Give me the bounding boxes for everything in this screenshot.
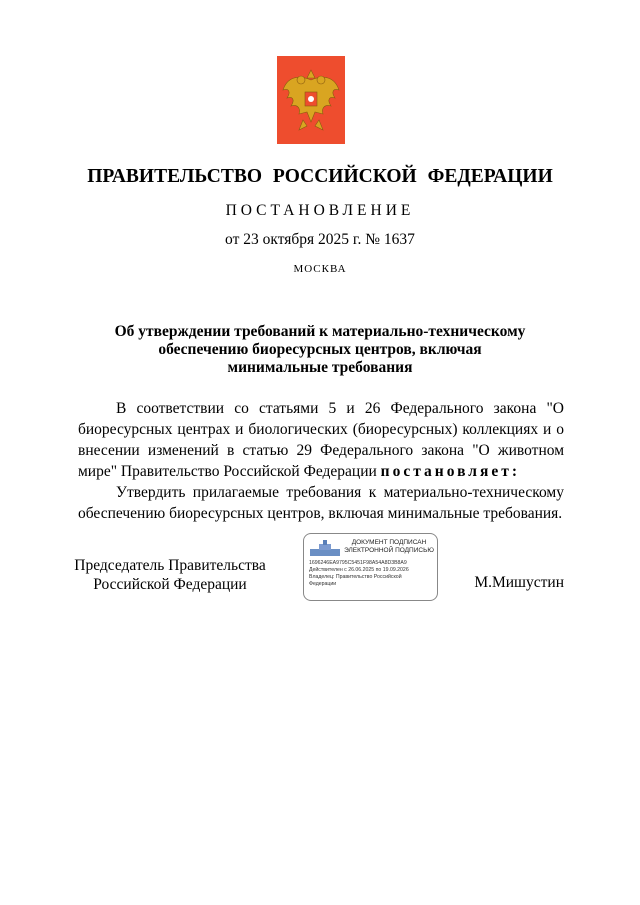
coat-of-arms-emblem [277, 56, 345, 144]
government-building-icon [310, 540, 340, 556]
resolves-word: постановляет: [380, 463, 520, 480]
stamp-heading-line: ДОКУМЕНТ ПОДПИСАН [351, 539, 427, 546]
signer-position [70, 556, 270, 594]
paragraph-text: В соответствии со статьями 5 и 26 Федерального закона "О биоресурсных центрах и биологических (биоресурсных) коллекциях и о внесении изменений в статью 29 Федерального закона "О животном мире" Правительство Российской Федерации [78, 400, 564, 480]
signer-name: М.Мишустин [474, 574, 564, 591]
subject-line: Об утверждении требований к материально-техническому [114, 323, 526, 340]
body-paragraph [78, 398, 564, 482]
signer-position-line: Российской Федерации [93, 576, 247, 593]
document-city: МОСКВА [293, 263, 347, 275]
stamp-heading [344, 539, 434, 555]
government-title: ПРАВИТЕЛЬСТВО РОССИЙСКОЙ ФЕДЕРАЦИИ [87, 166, 553, 187]
subject-line: минимальные требования [227, 359, 413, 376]
document-type: ПОСТАНОВЛЕНИЕ [225, 202, 415, 219]
electronic-signature-stamp [303, 533, 438, 601]
stamp-info [309, 560, 409, 588]
certificate-owner: Владелец: Правительство Российской Федерации [309, 574, 402, 587]
document-date-number: от 23 октября 2025 г. № 1637 [225, 231, 415, 248]
stamp-heading-line: ЭЛЕКТРОННОЙ ПОДПИСЬЮ [344, 547, 434, 554]
document-body [78, 398, 564, 524]
signer-position-line: Председатель Правительства [74, 557, 266, 574]
certificate-validity: Действителен с 26.06.2025 по 19.09.2026 [309, 567, 409, 573]
certificate-number: 1696246EA9795C5451F98A54A8D3B8A9 [309, 560, 407, 566]
document-subject [0, 323, 640, 377]
subject-line: обеспечению биоресурсных центров, включая [158, 341, 482, 358]
body-paragraph: Утвердить прилагаемые требования к материально-техническому обеспечению биоресурсных центров, включая минимальные требования. [78, 484, 564, 522]
